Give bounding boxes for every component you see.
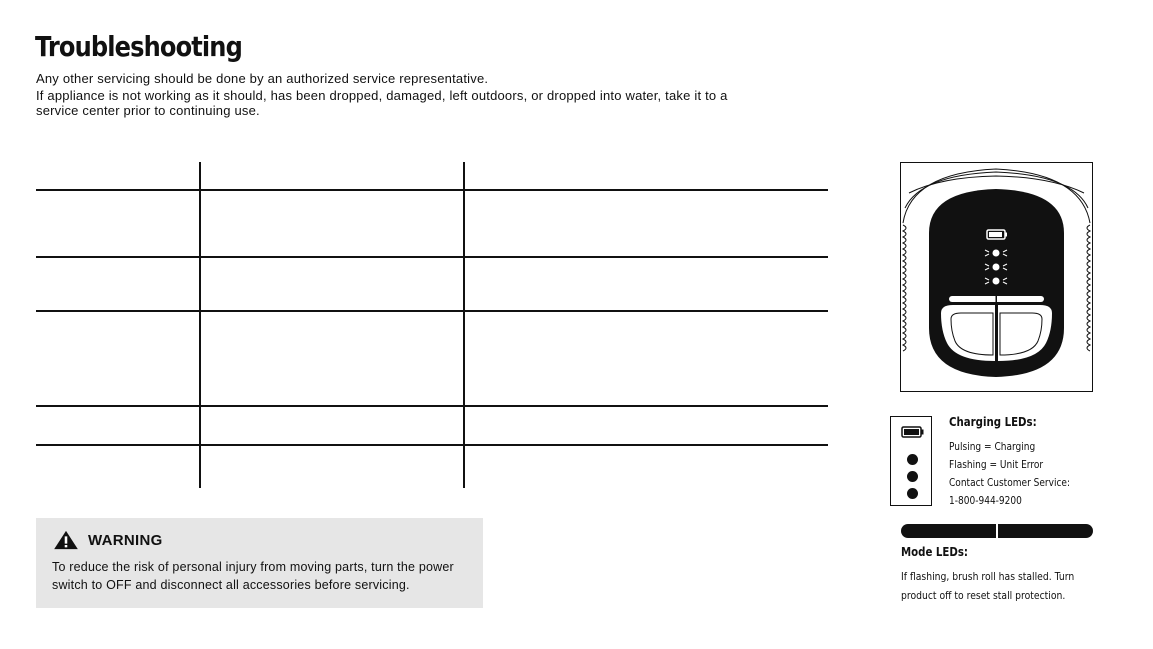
charging-led-line: Flashing = Unit Error xyxy=(949,458,1044,471)
led-dot-icon xyxy=(907,488,918,499)
table-column-divider xyxy=(199,162,201,488)
charging-led-legend xyxy=(890,416,932,506)
mode-leds-title: Mode LEDs: xyxy=(901,545,969,559)
mode-led-bar xyxy=(901,524,1093,538)
charging-led-line: Pulsing = Charging xyxy=(949,440,1036,453)
table-row-divider xyxy=(36,444,828,446)
intro-line-1: Any other servicing should be done by an authorized service representative. xyxy=(36,71,489,86)
mode-leds-description: If flashing, brush roll has stalled. Turn product off to reset stall protection. xyxy=(901,570,1075,602)
led-dot-icon xyxy=(907,454,918,465)
table-row-divider xyxy=(36,405,828,407)
led-dot-icon xyxy=(907,471,918,482)
warning-label: WARNING xyxy=(88,531,163,549)
customer-service-phone: 1-800-944-9200 xyxy=(949,494,1022,507)
troubleshooting-table xyxy=(36,162,828,488)
table-column-divider xyxy=(463,162,465,488)
page-title: Troubleshooting xyxy=(35,30,242,63)
battery-icon xyxy=(901,426,925,438)
table-row-divider xyxy=(36,310,828,312)
table-row-divider xyxy=(36,256,828,258)
warning-triangle-icon xyxy=(52,530,80,550)
charging-led-line: Contact Customer Service: xyxy=(949,476,1071,489)
intro-line-2: If appliance is not working as it should, has been dropped, damaged, left outdoors, or dropped into water, take it to a service center prior to continuing use. xyxy=(36,88,728,118)
intro-text xyxy=(36,71,736,120)
vacuum-control-panel-illustration xyxy=(900,162,1093,392)
warning-heading xyxy=(52,530,163,550)
warning-box xyxy=(36,518,483,608)
charging-leds-title: Charging LEDs: xyxy=(949,415,1037,429)
vacuum-top-view-icon xyxy=(901,163,1092,391)
warning-text: To reduce the risk of personal injury from moving parts, turn the power switch to OFF and disconnect all accessories before servicing. xyxy=(52,560,454,592)
table-row-divider xyxy=(36,189,828,191)
charging-leds-description xyxy=(949,438,1070,510)
mode-led-bar-divider xyxy=(996,524,998,538)
